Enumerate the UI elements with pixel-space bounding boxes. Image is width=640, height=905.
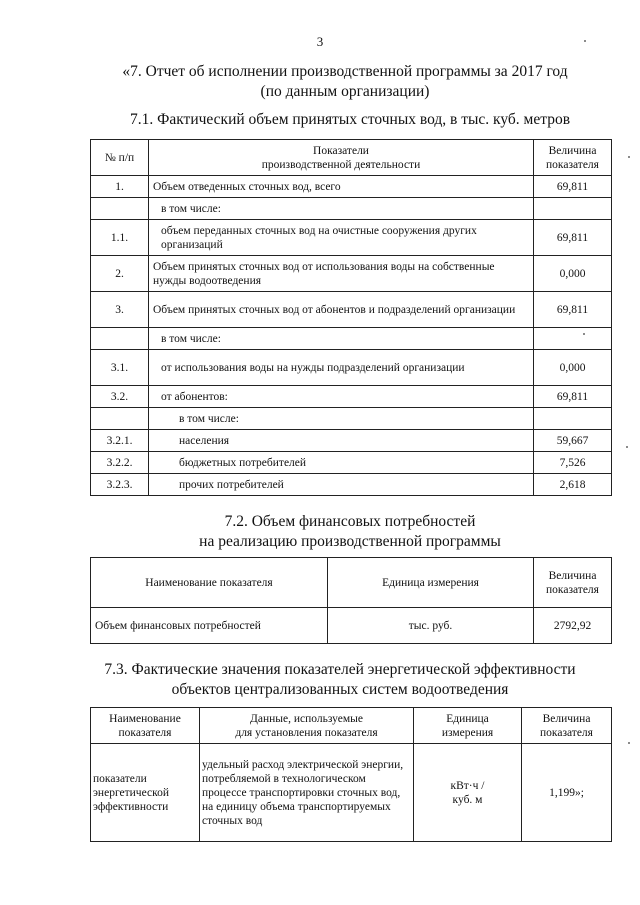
row-value [534, 408, 612, 430]
header-unit [414, 708, 522, 744]
row-name: прочих потребителей [149, 474, 534, 496]
row-num: 3.2.2. [91, 452, 149, 474]
row-num: 1.1. [91, 220, 149, 256]
table-row [91, 474, 612, 496]
financial-needs-table [90, 557, 612, 644]
wastewater-volume-table [90, 139, 612, 496]
header-value-line1: Величина [548, 569, 597, 582]
row-num: 3.1. [91, 350, 149, 386]
table-header-row [91, 708, 612, 744]
table-header-row [91, 140, 612, 176]
header-name-line2: показателя [118, 726, 172, 739]
row-value [534, 198, 612, 220]
row-value: 7,526 [534, 452, 612, 474]
section-2-title [90, 512, 610, 552]
header-data-line1: Данные, используемые [250, 712, 363, 725]
row-num: 3.2.1. [91, 430, 149, 452]
header-value [534, 558, 612, 608]
row-name: Объем отведенных сточных вод, всего [149, 176, 534, 198]
row-value: 1,199»; [522, 744, 612, 842]
header-data-line2: для установления показателя [235, 726, 378, 739]
header-indicators [149, 140, 534, 176]
header-unit-line2: измерения [441, 726, 494, 739]
row-name: от абонентов: [149, 386, 534, 408]
row-num [91, 328, 149, 350]
row-num: 1. [91, 176, 149, 198]
row-name: от использования воды на нужды подразделений организации [149, 350, 534, 386]
scan-speck [628, 156, 630, 158]
row-data: удельный расход электрической энергии, потребляемой в технологическом процессе транспортировки сточных вод, на единицу объема транспортируемых сточных вод [200, 744, 414, 842]
table-row [91, 198, 612, 220]
row-value: 0,000 [534, 350, 612, 386]
table-row [91, 386, 612, 408]
row-name: населения [149, 430, 534, 452]
table-row [91, 256, 612, 292]
table-row [91, 430, 612, 452]
row-name: в том числе: [149, 328, 534, 350]
header-data [200, 708, 414, 744]
row-num [91, 198, 149, 220]
scan-speck [626, 446, 628, 448]
section-3-title-line1: 7.3. Фактические значения показателей энергетической эффективности [104, 661, 576, 678]
row-value: 69,811 [534, 220, 612, 256]
header-value-line2: показателя [540, 726, 593, 739]
row-name: Объем финансовых потребностей [91, 608, 328, 644]
row-unit [414, 744, 522, 842]
row-unit: тыс. руб. [328, 608, 534, 644]
row-name: в том числе: [149, 408, 534, 430]
section-2-title-line2: на реализацию производственной программы [199, 533, 501, 550]
row-unit-line1: кВт·ч / [450, 779, 485, 792]
header-name: Наименование показателя [91, 558, 328, 608]
scan-speck [583, 333, 585, 335]
row-num: 3.2. [91, 386, 149, 408]
scan-speck [584, 40, 586, 42]
header-name [91, 708, 200, 744]
row-name: в том числе: [149, 198, 534, 220]
header-name-line1: Наименование [109, 712, 181, 725]
row-num: 3. [91, 292, 149, 328]
table-header-row [91, 558, 612, 608]
report-heading-line1: «7. Отчет об исполнении производственной программы за 2017 год [122, 63, 568, 80]
row-value: 69,811 [534, 386, 612, 408]
table-row [91, 608, 612, 644]
section-3-title-line2: объектов централизованных систем водоотведения [171, 681, 509, 698]
header-indicators-line1: Показатели [313, 144, 369, 157]
row-name: Объем принятых сточных вод от абонентов и подразделений организации [149, 292, 534, 328]
header-value [522, 708, 612, 744]
table-row [91, 452, 612, 474]
header-value-line1: Величина [548, 144, 597, 157]
table-row [91, 292, 612, 328]
row-value: 2,618 [534, 474, 612, 496]
scan-speck [628, 742, 630, 744]
table-row [91, 744, 612, 842]
row-name: объем переданных сточных вод на очистные сооружения других организаций [149, 220, 534, 256]
row-value: 69,811 [534, 292, 612, 328]
header-value-line2: показателя [546, 158, 599, 171]
section-2-title-line1: 7.2. Объем финансовых потребностей [224, 513, 476, 530]
row-value: 69,811 [534, 176, 612, 198]
section-1-title: 7.1. Фактический объем принятых сточных вод, в тыс. куб. метров [129, 111, 571, 128]
row-value: 0,000 [534, 256, 612, 292]
row-num: 2. [91, 256, 149, 292]
table-row [91, 350, 612, 386]
header-unit: Единица измерения [328, 558, 534, 608]
row-name: показатели энергетической эффективности [91, 744, 200, 842]
row-value: 2792,92 [534, 608, 612, 644]
header-value-line2: показателя [546, 583, 599, 596]
report-heading [90, 62, 600, 102]
header-num: № п/п [91, 140, 149, 176]
page-number: 3 [316, 34, 324, 49]
row-name: бюджетных потребителей [149, 452, 534, 474]
header-unit-line1: Единица [446, 712, 489, 725]
header-indicators-line2: производственной деятельности [261, 158, 421, 171]
table-row [91, 220, 612, 256]
row-value [534, 328, 612, 350]
header-value-line1: Величина [542, 712, 591, 725]
report-heading-line2: (по данным организации) [260, 83, 430, 100]
header-value [534, 140, 612, 176]
row-num: 3.2.3. [91, 474, 149, 496]
section-3-title [60, 660, 620, 700]
row-value: 59,667 [534, 430, 612, 452]
row-num [91, 408, 149, 430]
row-name: Объем принятых сточных вод от использования воды на собственные нужды водоотведения [149, 256, 534, 292]
energy-efficiency-table [90, 707, 612, 842]
table-row [91, 328, 612, 350]
table-row [91, 408, 612, 430]
table-row [91, 176, 612, 198]
row-unit-line2: куб. м [452, 793, 483, 806]
